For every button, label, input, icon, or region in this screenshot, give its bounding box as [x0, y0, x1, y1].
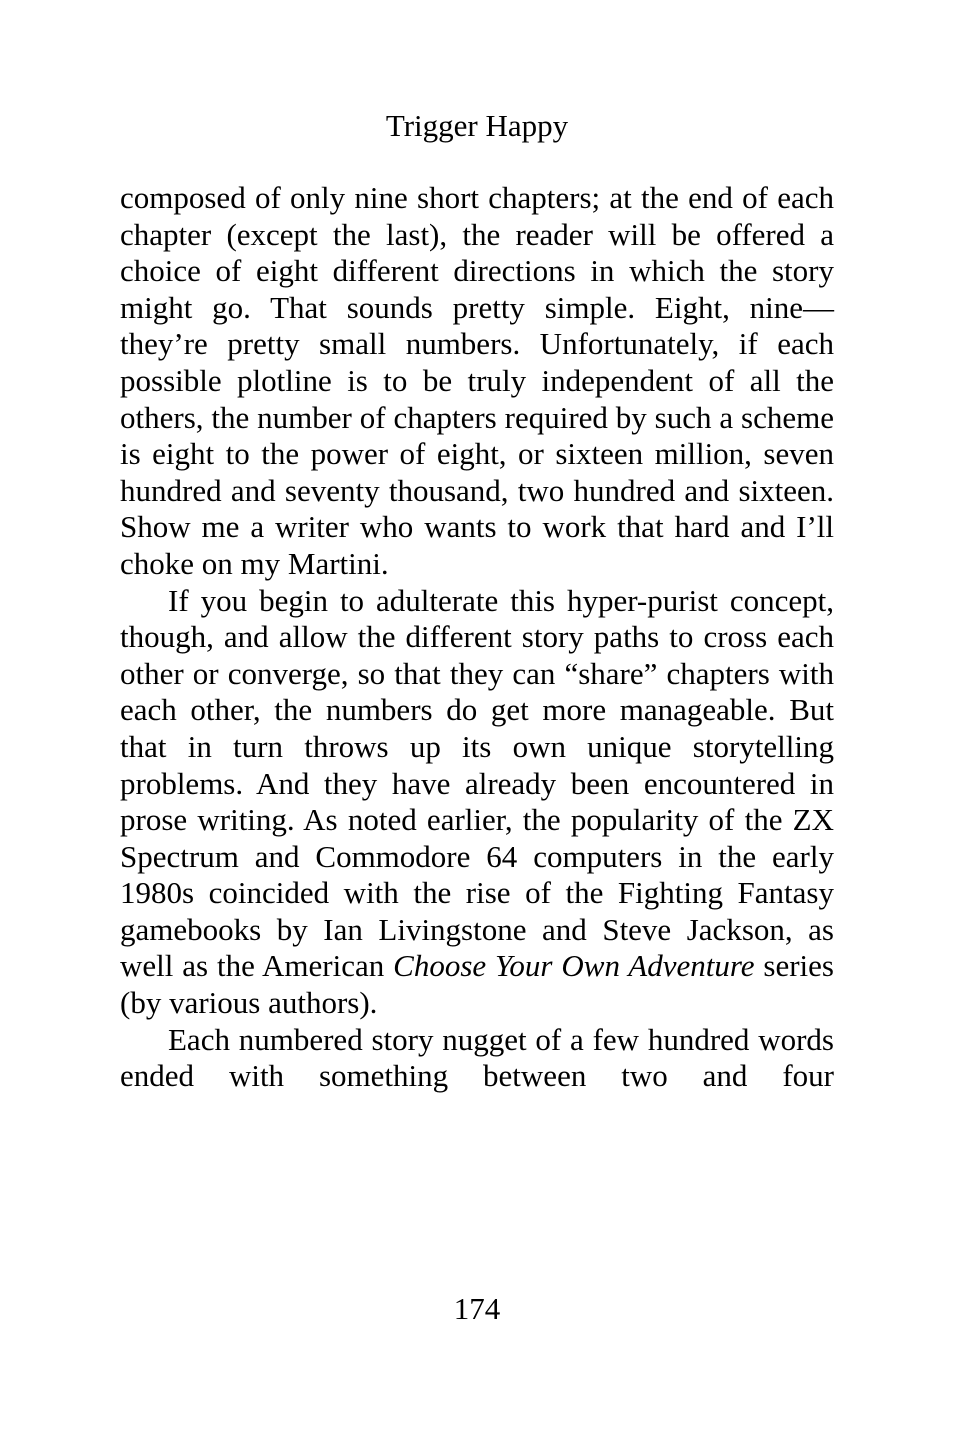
- paragraph-1: composed of only nine short chapters; at the end of each chapter (except the last), the reader will be offered a choice of eight different directions in which the story might go. That sounds pretty simple. Eight, nine—they’re pretty small numbers. Unfortunately, if each possible plotline is to be truly independent of all the others, the number of chapters required by such a scheme is eight to the power of eight, or sixteen million, seven hundred and seventy thousand, two hundred and sixteen. Show me a writer who wants to work that hard and I’ll choke on my Martini.: [120, 180, 834, 581]
- book-series-title: Choose Your Own Adventure: [393, 948, 755, 984]
- paragraph-3: Each numbered story nugget of a few hundred words ended with something between two and four: [120, 1021, 834, 1094]
- page-number: 174: [453, 1291, 501, 1326]
- paragraph-2: [120, 583, 834, 1022]
- body-text: [120, 180, 834, 1095]
- paragraph-2-text-before: If you begin to adulterate this hyper-purist concept, though, and allow the different story paths to cross each other or converge, so that they can “share” chapters with each other, the numbers do get more manageable. But that in turn throws up its own unique storytelling problems. And they have already been encountered in prose writing. As noted earlier, the popularity of the ZX Spectrum and Commodore 64 computers in the early 1980s coincided with the rise of the Fighting Fantasy gamebooks by Ian Livingstone and Steve Jackson, as well as the American: [120, 582, 834, 984]
- running-head-title: Trigger Happy: [385, 108, 569, 143]
- paragraph-2-text-after: series (by various authors).: [120, 948, 834, 1021]
